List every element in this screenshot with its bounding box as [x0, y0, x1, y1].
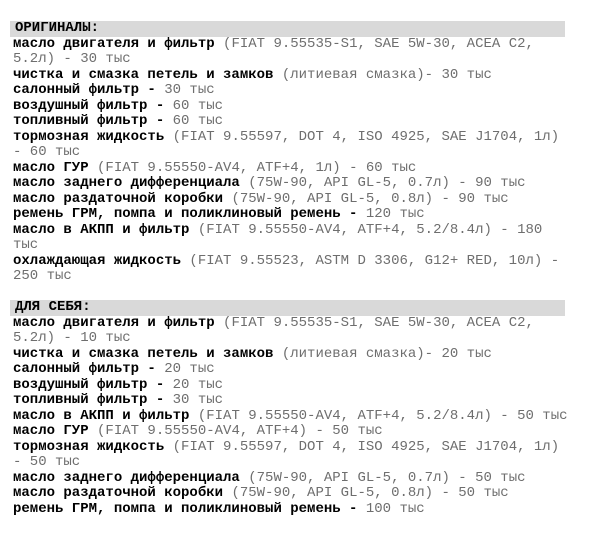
- document-content: [13, 21, 571, 517]
- item-details: (FIAT 9.55550-AV4, ATF+4, 5.2/8.4л) - 50 тыс: [189, 407, 568, 424]
- section-title: ДЛЯ СЕБЯ:: [15, 300, 91, 315]
- maintenance-item: [13, 471, 571, 487]
- item-details: (75W-90, API GL-5, 0.7л) - 50 тыс: [239, 469, 526, 486]
- maintenance-schedule-document: [13, 0, 571, 533]
- maintenance-item: [13, 176, 571, 192]
- item-details: (литиевая смазка)- 30 тыс: [273, 66, 492, 83]
- item-details: 20 тыс: [164, 376, 224, 393]
- maintenance-item: [13, 114, 571, 130]
- item-name: топливный фильтр -: [13, 113, 165, 129]
- item-name: воздушный фильтр -: [13, 376, 165, 393]
- maintenance-item: [13, 254, 571, 285]
- item-details: 120 тыс: [357, 206, 425, 222]
- item-name: ремень ГРМ, помпа и поликлиновый ремень -: [13, 206, 358, 222]
- maintenance-item: [13, 68, 571, 84]
- item-name: тормозная жидкость: [13, 438, 165, 455]
- item-details: 30 тыс: [164, 392, 224, 408]
- item-details: 20 тыс: [155, 361, 215, 377]
- item-name: масло в АКПП и фильтр: [13, 221, 190, 238]
- item-name: масло заднего дифференциала: [13, 175, 240, 191]
- maintenance-item: [13, 207, 571, 223]
- maintenance-item: [13, 440, 571, 471]
- item-details: 60 тыс: [164, 97, 224, 114]
- maintenance-item: [13, 83, 571, 99]
- maintenance-item: [13, 393, 571, 409]
- maintenance-item: [13, 37, 571, 68]
- item-name: масло раздаточной коробки: [13, 485, 224, 501]
- item-details: 100 тыс: [357, 500, 425, 517]
- item-details: (FIAT 9.55597, DOT 4, ISO 4925, SAE J1704, 1л) - 60 тыс: [13, 128, 568, 160]
- item-details: 60 тыс: [164, 113, 224, 129]
- item-name: масло ГУР: [13, 423, 89, 439]
- maintenance-item: [13, 362, 571, 378]
- section-title: ОРИГИНАЛЫ:: [15, 21, 100, 36]
- item-name: масло двигателя и фильтр: [13, 35, 215, 52]
- item-details: (FIAT 9.55535-S1, SAE 5W-30, ACEA C2, 5.2л) - 30 тыс: [13, 35, 543, 67]
- maintenance-item: [13, 486, 571, 502]
- item-name: воздушный фильтр -: [13, 97, 165, 114]
- item-details: (FIAT 9.55550-AV4, ATF+4, 1л) - 60 тыс: [88, 159, 417, 176]
- maintenance-item: [13, 347, 571, 363]
- item-name: ремень ГРМ, помпа и поликлиновый ремень -: [13, 500, 358, 517]
- section-header: [10, 21, 565, 37]
- item-name: салонный фильтр -: [13, 82, 156, 98]
- item-name: масло ГУР: [13, 159, 89, 176]
- item-details: (литиевая смазка)- 20 тыс: [273, 345, 492, 362]
- maintenance-item: [13, 409, 571, 425]
- item-details: (FIAT 9.55597, DOT 4, ISO 4925, SAE J1704, 1л) - 50 тыс: [13, 438, 568, 470]
- item-details: (75W-90, API GL-5, 0.8л) - 90 тыс: [223, 190, 509, 207]
- maintenance-item: [13, 316, 571, 347]
- item-name: масло двигателя и фильтр: [13, 314, 215, 331]
- maintenance-item: [13, 378, 571, 394]
- item-details: (FIAT 9.55550-AV4, ATF+4) - 50 тыс: [88, 423, 383, 439]
- item-name: тормозная жидкость: [13, 128, 165, 145]
- item-details: (FIAT 9.55523, ASTM D 3306, G12+ RED, 10л) - 250 тыс: [13, 252, 568, 284]
- item-details: (FIAT 9.55550-AV4, ATF+4, 5.2/8.4л) - 180 тыс: [13, 221, 551, 253]
- item-details: (75W-90, API GL-5, 0.8л) - 50 тыс: [223, 485, 509, 501]
- section-header: [10, 300, 565, 316]
- maintenance-item: [13, 99, 571, 115]
- maintenance-item: [13, 161, 571, 177]
- item-details: (FIAT 9.55535-S1, SAE 5W-30, ACEA C2, 5.2л) - 10 тыс: [13, 314, 543, 346]
- maintenance-item: [13, 424, 571, 440]
- maintenance-item: [13, 130, 571, 161]
- item-name: чистка и смазка петель и замков: [13, 345, 274, 362]
- item-name: охлаждающая жидкость: [13, 252, 182, 269]
- item-name: масло раздаточной коробки: [13, 190, 224, 207]
- maintenance-item: [13, 502, 571, 518]
- item-details: (75W-90, API GL-5, 0.7л) - 90 тыс: [239, 175, 526, 191]
- item-name: топливный фильтр -: [13, 392, 165, 408]
- maintenance-item: [13, 192, 571, 208]
- item-name: масло в АКПП и фильтр: [13, 407, 190, 424]
- item-name: масло заднего дифференциала: [13, 469, 240, 486]
- item-name: чистка и смазка петель и замков: [13, 66, 274, 83]
- item-name: салонный фильтр -: [13, 361, 156, 377]
- maintenance-item: [13, 223, 571, 254]
- item-details: 30 тыс: [155, 82, 215, 98]
